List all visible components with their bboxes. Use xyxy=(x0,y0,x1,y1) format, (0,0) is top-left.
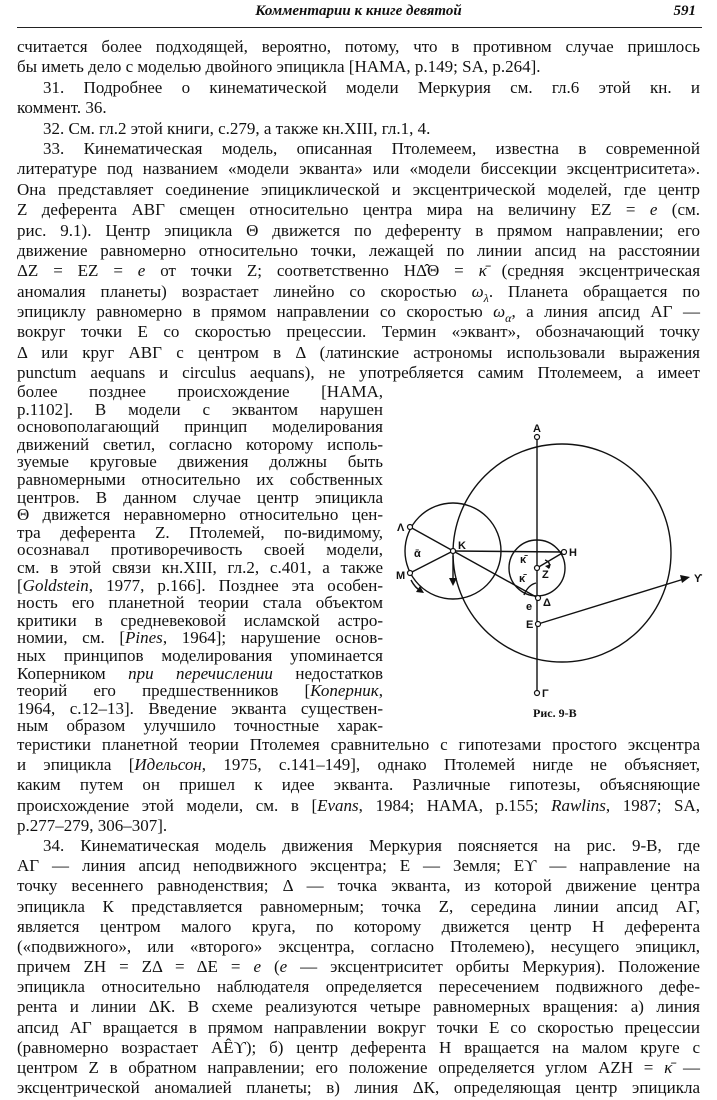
page-number: 591 xyxy=(673,3,696,19)
text-line xyxy=(17,281,701,305)
label-kappa-1: κ̄ xyxy=(520,554,527,566)
text-line xyxy=(17,139,700,159)
text-line xyxy=(17,997,700,1017)
text-run: зуемые круговые движения должны быть xyxy=(17,452,383,472)
text-run: 33. Кинематическая модель, описанная Птолемеем, известна в современной xyxy=(43,138,700,158)
label-e: E xyxy=(526,619,534,631)
text-line xyxy=(17,816,700,836)
text-run: , 1977, p.166]. Позднее эта особен- xyxy=(88,575,383,595)
italic-text-run: κ̄ xyxy=(478,261,487,281)
text-run: осознавал противоречивость своей модели, xyxy=(17,540,383,560)
subscript: λ xyxy=(483,290,489,305)
text-run: ным образом улучшило точностные харак- xyxy=(17,716,383,736)
text-run: недостатков xyxy=(272,663,383,683)
text-block-wrapped-around-figure xyxy=(17,383,383,735)
text-line xyxy=(17,159,700,179)
text-run: номии, см. [ xyxy=(17,628,126,648)
text-line xyxy=(17,796,700,816)
italic-text-run: Коперник xyxy=(310,681,379,701)
text-block-top xyxy=(17,37,700,384)
arrow-epicycle xyxy=(416,586,424,593)
text-run: рис. 9.1). Центр эпицикла Θ движется по деференту в прямом направлении; его xyxy=(17,220,700,240)
text-run: коммент. 36. xyxy=(17,98,107,118)
text-line xyxy=(17,856,700,876)
text-block-bottom xyxy=(17,735,700,1098)
text-line xyxy=(17,577,383,595)
text-run: тра деферента Z. Птолемей, по-видимому, xyxy=(17,522,383,542)
text-line xyxy=(17,559,383,577)
figure-9b-mercury-model xyxy=(380,370,717,730)
italic-text-run: Rawlins xyxy=(551,795,606,815)
running-header xyxy=(17,3,700,23)
text-run: , а линия апсид АГ — xyxy=(511,302,700,322)
text-line xyxy=(17,436,383,454)
text-line xyxy=(17,836,700,856)
text-run: равномерными относительно их собственных xyxy=(17,469,383,489)
text-run: , 1964]; нарушение основ- xyxy=(162,628,383,648)
text-run: 1964, с.12–13]. Введение экванта существен- xyxy=(17,698,383,718)
text-run: вокруг точки Е со скоростью прецессии. Термин «эквант», обозначающий точку xyxy=(17,322,700,342)
text-run: считается более подходящей, вероятно, потому, что в противном случае пришлось xyxy=(17,37,700,56)
text-run: 32. См. гл.2 этой книги, с.279, а также кн.XIII, гл.1, 4. xyxy=(43,118,431,138)
text-run: p.277–279, 306–307]. xyxy=(17,815,168,835)
text-run: Z деферента АВГ смещен относительно центра мира на величину EZ = xyxy=(17,200,650,220)
text-line xyxy=(17,735,700,755)
text-run: литературе под названием «модели экванта» или «модели биссекции эксцентриситета». xyxy=(17,159,700,179)
line-z-h xyxy=(537,552,564,568)
text-run: эпициклу равномерно в прямом направлении со скоростью xyxy=(17,302,494,322)
arrow-k xyxy=(449,578,457,586)
point-gamma xyxy=(535,691,540,696)
label-vernal-point: ϒ xyxy=(694,573,703,585)
text-line xyxy=(17,937,700,957)
arrow-vernal xyxy=(680,575,690,583)
point-e xyxy=(536,622,541,627)
text-run: каким путем он пришел к идее экванта. Различные гипотезы, объясняющие xyxy=(17,775,700,795)
text-run: (равномерно возрастает АÊϒ); б) центр деферента Н вращается на малом круге с xyxy=(17,1037,700,1057)
text-run: причем ZH = ZΔ = ΔE = xyxy=(17,957,254,977)
text-line xyxy=(17,383,383,401)
label-k: K xyxy=(458,540,466,552)
point-h xyxy=(562,550,567,555)
label-alpha: ᾱ xyxy=(414,548,421,560)
text-run: апсид АГ вращается в прямом направлении вокруг точки Е со скоростью прецессии xyxy=(17,1017,700,1037)
text-line xyxy=(17,524,383,542)
text-run: эпицикла К представляется равномерным; точка Z, середина линии апсид АГ, xyxy=(17,896,700,916)
text-line xyxy=(17,200,700,220)
text-line xyxy=(17,629,383,647)
text-line xyxy=(17,119,700,139)
text-line xyxy=(17,453,383,471)
text-line xyxy=(17,876,700,896)
text-line xyxy=(17,1078,700,1098)
line-e-vernal xyxy=(538,579,684,624)
text-line xyxy=(17,1058,700,1078)
text-run: punctum aequans и circulus aequans), не употребляется самим Птолемеем, а имеет xyxy=(17,363,700,383)
text-line xyxy=(17,1038,700,1058)
italic-text-run: ω xyxy=(493,302,506,322)
text-line xyxy=(17,682,383,700)
italic-text-run: Pines xyxy=(125,628,163,648)
header-rule xyxy=(17,27,702,28)
text-run: Она представляет соединение эпициклической и эксцентрической моделей, где центр xyxy=(17,179,700,199)
text-run: см. в этой связи кн.XIII, гл.2, с.401, а также xyxy=(17,557,383,577)
text-line xyxy=(17,506,383,524)
text-run: движений светил, согласно которому исполь- xyxy=(17,434,383,454)
text-line xyxy=(17,775,700,795)
text-line xyxy=(17,302,700,326)
text-line xyxy=(17,717,383,735)
text-run: (средняя эксцентрическая xyxy=(486,261,701,281)
text-run: , 1984; HAMA, p.155; xyxy=(358,795,552,815)
text-run: аномалия планеты) возрастает линейно со скоростью xyxy=(17,281,472,301)
text-run: от точки Z; соответственно HΔ̂Θ = xyxy=(145,261,479,281)
point-k xyxy=(451,549,456,554)
text-run: рента и линии ΔК. В схеме реализуются четыре равномерных вращения: а) линия xyxy=(17,997,700,1017)
italic-text-run: ω xyxy=(471,281,484,301)
text-run: , 1987; SA, xyxy=(605,795,700,815)
text-line xyxy=(17,98,700,118)
text-run: p.1102]. В модели с эквантом нарушен xyxy=(17,399,383,419)
text-run: , xyxy=(378,681,383,701)
text-run: [ xyxy=(17,575,23,595)
text-line xyxy=(17,78,700,98)
text-line xyxy=(17,897,700,917)
text-run: более позднее происхождение [HAMA, xyxy=(17,382,383,401)
text-line xyxy=(17,471,383,489)
text-run: теорий его предшественников [ xyxy=(17,681,311,701)
text-line xyxy=(17,594,383,612)
text-line xyxy=(17,37,700,57)
text-line xyxy=(17,180,700,200)
text-run: ( xyxy=(261,957,280,977)
text-run: АГ — линия апсид неподвижного эксцентра; Е — Земля; Еϒ — направление на xyxy=(17,856,700,876)
text-run: (см. xyxy=(657,200,700,220)
text-line xyxy=(17,647,383,665)
italic-text-run: Goldstein xyxy=(22,575,89,595)
italic-text-run: Идельсон xyxy=(134,755,202,775)
label-a: A xyxy=(533,423,541,435)
text-run: («подвижного», или «второго» эксцентра, согласно Птолемею), несущего эпицикл, xyxy=(17,936,700,956)
text-run: теристики планетной теории Птолемея сравнительно с гипотезами простого эксцентра xyxy=(17,735,700,754)
italic-text-run: e xyxy=(279,957,288,977)
text-line xyxy=(17,755,700,775)
text-line xyxy=(17,700,383,718)
point-z xyxy=(535,566,540,571)
text-line xyxy=(17,541,383,559)
text-line xyxy=(17,612,383,630)
point-m xyxy=(408,571,413,576)
text-run: основополагающий принцип моделирования xyxy=(17,417,383,437)
text-line xyxy=(17,665,383,683)
text-run: ΔZ = EZ = xyxy=(17,261,138,281)
text-run: эксцентрической аномалией планеты; в) линия ΔК, определяющая центр эпицикла xyxy=(17,1078,700,1098)
text-run: — эксцентриситет орбиты Меркурия). Положение xyxy=(287,957,700,977)
text-run: происхождение этой модели, см. в [ xyxy=(17,795,318,815)
point-lambda xyxy=(408,525,413,530)
text-run: , 1975, с.141–149], однако Птолемей нигде не объясняет, xyxy=(201,755,701,775)
subscript: α xyxy=(505,311,512,326)
text-line xyxy=(17,977,700,997)
text-run: точку весеннего равноденствия; Δ — точка экванта, из которой движение центра xyxy=(17,876,700,896)
text-run: ных принципов моделирования упоминается xyxy=(17,645,383,665)
text-line xyxy=(17,241,700,261)
text-line xyxy=(17,917,700,937)
text-run: Δ или круг АВГ с центром в Δ (латинские астрономы использовали выражения xyxy=(17,342,700,362)
label-delta: Δ xyxy=(543,597,551,609)
text-line xyxy=(17,957,700,977)
text-line xyxy=(17,489,383,507)
text-run: центром Z в обратном направлении; его положение определяется углом AZH = xyxy=(17,1058,665,1077)
text-run: является центром малого круга, по которому движется центр Н деферента xyxy=(17,916,700,936)
text-line xyxy=(17,57,700,77)
italic-text-run: e xyxy=(253,957,261,977)
text-run: . Планета обращается по xyxy=(488,281,701,301)
text-line xyxy=(17,418,383,436)
label-kappa-2: κ̄ xyxy=(519,573,526,585)
text-run: 34. Кинематическая модель движения Меркурия поясняется на рис. 9-В, где xyxy=(43,835,700,855)
text-run: критики в средневековой исламской астро- xyxy=(17,610,383,630)
text-line xyxy=(17,343,700,363)
text-run: и эпицикла [ xyxy=(17,755,135,775)
text-run: 31. Подробнее о кинематической модели Меркурия см. гл.6 этой кн. и xyxy=(43,77,700,97)
text-run: — xyxy=(672,1058,700,1077)
italic-text-run: κ̄ xyxy=(664,1058,673,1077)
italic-text-run: при перечислении xyxy=(128,663,273,683)
label-h: H xyxy=(569,547,577,559)
line-k-h xyxy=(453,551,564,552)
text-line xyxy=(17,322,700,342)
running-title: Комментарии к книге девятой xyxy=(255,3,462,19)
text-line xyxy=(17,221,700,241)
text-run: Коперником xyxy=(17,663,129,683)
text-run: Θ движется неравномерно относительно цен- xyxy=(17,505,383,525)
text-run: ность его планетной теории стала объектом xyxy=(17,593,383,613)
text-run: бы иметь дело с моделью двойного эпицикла [HAMA, p.149; SA, p.264]. xyxy=(17,57,541,77)
point-delta xyxy=(536,596,541,601)
italic-text-run: e xyxy=(137,261,146,281)
label-m: M xyxy=(396,570,406,582)
figure-caption: Рис. 9-В xyxy=(533,706,577,720)
text-line xyxy=(17,401,383,419)
label-lambda: Λ xyxy=(397,522,405,534)
label-e-small: e xyxy=(526,601,533,613)
label-z: Z xyxy=(542,569,549,581)
italic-text-run: Evans xyxy=(317,795,359,815)
text-line xyxy=(17,261,700,281)
text-line xyxy=(17,1018,700,1038)
text-run: движение равномерно относительно точки, лежащей по линии апсид на расстоянии xyxy=(17,240,700,260)
text-run: эпицикла относительно наблюдателя определяется пересечением подвижного дефе- xyxy=(17,977,700,997)
text-run: центров. В данном случае центр эпицикла xyxy=(17,487,383,507)
label-gamma: Γ xyxy=(542,688,549,700)
italic-text-run: e xyxy=(649,200,658,220)
point-a xyxy=(535,435,540,440)
